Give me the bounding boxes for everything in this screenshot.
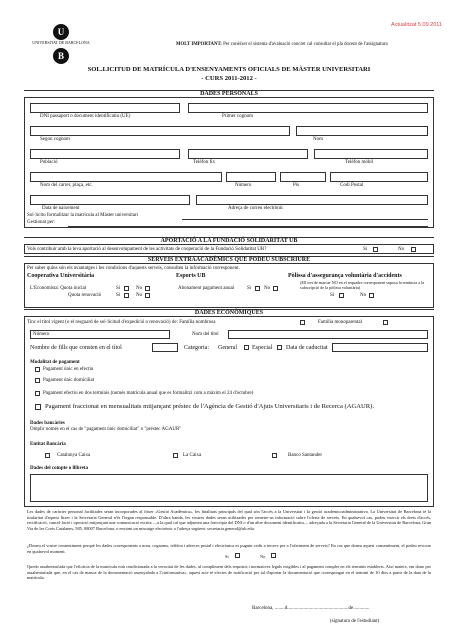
economist-yes-label: Si: [116, 286, 121, 291]
economist-no-checkbox[interactable]: [145, 286, 150, 291]
signature-label: (signatura de l'estudiant): [330, 619, 380, 624]
first-surname-label: Primer cognom: [222, 114, 253, 119]
solidarity-no-checkbox[interactable]: [411, 247, 416, 252]
mobile-field[interactable]: [314, 149, 428, 159]
city-field[interactable]: [30, 149, 180, 159]
email-field[interactable]: [196, 195, 428, 205]
pay-cash-checkbox[interactable]: [35, 367, 40, 372]
mobile-label: Telèfon mòbil: [345, 160, 374, 165]
renewal-no-label: No: [136, 293, 143, 298]
city-label: Població: [40, 160, 58, 165]
privacy-text: Les dades de caràcter personal facilitades seran incorporades al fitxer «Gestió Acadèmica», les finalitats principals del qual són l'accés a la Universitat i la gestió academicoadministrativa. La Universitat de Barcelona té la titularitat d'aquest fitxer i la Secretaria General n'és l'òrgan responsable. D'altra banda, les vostres dades seran utilitzades per remetre-us informació sobre l'oferta de serveis. En qualsevol cas, podeu exercir els drets d'accés, rectificació, cancel·lació i oposició mitjançant una comunicació escrita —a la qual cal que adjunteu una fotocòpia del DNI o d'un altre document identificatiu— adreçada a la Secretaria General de la Universitat de Barcelona, Gran Via de les Corts Catalanes, 585, 08007 Barcelona, o enviant un missatge electrònic a l'adreça següent: secretaria.general@ub.edu.: [27, 509, 431, 531]
pay-cash-label: Pagament únic en efectiu: [43, 367, 94, 372]
bank1-label: Catalunya Caixa: [57, 453, 91, 458]
bank2-label: La Caixa: [183, 453, 202, 458]
pay-direct-label: Pagament únic domiciliat: [43, 378, 95, 383]
logo-text: UNIVERSITAT DE BARCELONA: [32, 40, 90, 45]
solidarity-no-label: No: [398, 247, 405, 252]
large-family-checkbox[interactable]: [300, 320, 305, 325]
bank3-checkbox[interactable]: [272, 453, 277, 458]
sports-yes-checkbox[interactable]: [255, 286, 260, 291]
important-note: MOLT IMPORTANT: Per conèixer el sistema d'avaluació concret cal consultar el pla docent de l'assignatura: [176, 42, 388, 47]
floor-field[interactable]: [280, 172, 326, 182]
master-field[interactable]: [182, 219, 428, 220]
economist-yes-checkbox[interactable]: [124, 286, 129, 291]
consent-yes-checkbox[interactable]: [235, 553, 240, 558]
single-parent-label: Família monoparental: [318, 320, 363, 325]
personal-heading: DADES PERSONALS: [24, 90, 434, 98]
commitment-text: Quedo assabentat/ada que l'eficàcia de la matrícula està condicionada a la veracitat de les dades, al compliment dels requisits i normatives legals exigibles i al pagament complet en els terminis establerts. Així mateix, em dono per assabentat/ada que, en el cas de manca de la documentació assenyalada a l'«informativa», aquest acte té efectes de notificació per tal d'aportar la documentació que correspongui en el termini de 10 dies a partir de la data de la matrícula.: [27, 564, 431, 581]
single-parent-checkbox[interactable]: [383, 320, 388, 325]
form-title: SOL.LICITUD DE MATRÍCULA D'ENSENYAMENTS OFICIALS DE MÀSTER UNIVERSITARI: [87, 66, 371, 73]
sports-option-label: Abonament pagament anual: [178, 286, 235, 291]
pay-direct-checkbox[interactable]: [35, 378, 40, 383]
renewal-yes-label: Si: [116, 293, 121, 298]
update-note: Actualitzat 5.09.2011: [391, 22, 442, 28]
logo-top-circle: U: [53, 24, 69, 40]
managed-label: Gestionat per:: [27, 220, 56, 225]
postal-label: Codi Postal: [340, 183, 364, 188]
consent-no-checkbox[interactable]: [271, 553, 276, 558]
form-year: - CURS 2011-2012 -: [201, 75, 257, 82]
street-number-field[interactable]: [226, 172, 276, 182]
special-label: Especial: [252, 345, 273, 351]
bank-note: Omplir només en el cas de "pagament únic domiciliat" o "préstec AGAUR": [30, 427, 182, 432]
economic-heading: DADES ECONÒMIQUES: [24, 309, 434, 317]
renewal-no-checkbox[interactable]: [145, 293, 150, 298]
sports-yes-label: Si: [247, 286, 252, 291]
economist-label: L'Economista: Quota inicial: [30, 286, 87, 291]
street-field[interactable]: [30, 172, 222, 182]
family-number-label: Número: [33, 332, 50, 337]
first-surname-field[interactable]: [188, 103, 428, 113]
street-label: Nom del carrer, plaça, etc.: [40, 183, 93, 188]
email-label: Adreça de correu electrònic: [228, 206, 284, 211]
birth-label: Data de naixement: [42, 206, 80, 211]
insurance-title: Pòlissa d'assegurança voluntària d'accidents: [288, 273, 402, 279]
expiry-field[interactable]: [332, 343, 428, 352]
floor-label: Pis: [293, 183, 300, 188]
services-intro: Per saber quins són els avantatges i les condicions d'aquests serveis, consulteu la informació corresponent.: [27, 266, 240, 271]
street-number-label: Número: [235, 183, 252, 188]
insurance-yes-label: Si: [330, 293, 335, 298]
general-label: General: [218, 345, 237, 351]
pay-two-terms-label: Pagament efectiu en dos terminis (només matrícula anual que es formalitzi com a màxim el 24 d'octubre): [43, 391, 254, 396]
request-label: Sol·licito formalitzar la matrícula al Màster universitari: [27, 213, 139, 218]
phone-label: Telèfon fix: [193, 160, 216, 165]
insurance-note: (Ell tret de marcar NO en el requadre corresponent suposa la renúncia a la subscripció de la pòlissa voluntària): [300, 280, 425, 290]
sports-title: Esports UB: [176, 273, 206, 279]
consent-no-label: No: [260, 554, 266, 559]
bank3-label: Banco Santander: [288, 453, 323, 458]
title-name-label: Nom del títol: [192, 332, 219, 337]
special-checkbox[interactable]: [277, 345, 282, 350]
account-field[interactable]: [30, 474, 428, 502]
title-name-field[interactable]: [228, 330, 428, 339]
account-label: Dades del compte o llibreta: [30, 466, 88, 471]
insurance-yes-checkbox[interactable]: [339, 293, 344, 298]
pay-two-terms-checkbox[interactable]: [35, 391, 40, 396]
birth-field[interactable]: [30, 195, 190, 205]
second-surname-label: Segon cognom: [40, 137, 70, 142]
insurance-no-label: No: [360, 293, 367, 298]
solidarity-question: Vols contribuir amb la teva aportació al desenvolupament de les activitats de cooperació de la Fundació Solidaritat UB?: [27, 247, 267, 252]
category-label: Categoria:: [184, 345, 209, 351]
name-field[interactable]: [296, 126, 428, 136]
name-label: Nom: [313, 137, 323, 142]
bank1-checkbox[interactable]: [45, 453, 50, 458]
services-heading: SERVEIS EXTRAACADÈMICS QUE PODEU SUBSCRIURE: [24, 256, 434, 264]
signature-line: Barcelona, ........d.................................................de.............: [252, 606, 370, 611]
bank2-checkbox[interactable]: [173, 453, 178, 458]
logo-bottom-circle: B: [53, 48, 69, 64]
solidarity-yes-checkbox[interactable]: [373, 247, 378, 252]
general-checkbox[interactable]: [244, 345, 249, 350]
sports-no-checkbox[interactable]: [273, 286, 278, 291]
dni-field[interactable]: [30, 103, 180, 113]
family-question: Tinc el títol vigent (o el resguard de sol·licitud d'expedició o renovació) de: Família nombrosa: [27, 320, 216, 325]
family-number-field[interactable]: [30, 330, 170, 339]
coop-title: Cooperativa Universitària: [27, 273, 95, 279]
renewal-yes-checkbox[interactable]: [124, 293, 129, 298]
expiry-label: Data de caducitat: [286, 345, 328, 351]
managed-field[interactable]: [68, 226, 428, 227]
sports-no-label: No: [264, 286, 271, 291]
children-label: Nombre de fills que consten en el títol: [30, 345, 122, 351]
pay-agaur-label: Pagament fraccionat en mensualitats mitjançant préstec de l'Agència de Gestió d'Ajuts Universitaris i de Recerca (AGAUR).: [45, 403, 375, 410]
bank-entity-label: Entitat Bancària: [30, 442, 66, 447]
insurance-no-checkbox[interactable]: [369, 293, 374, 298]
payment-mode-label: Modalitat de pagament: [30, 360, 80, 365]
bank-data-label: Dades bancàries: [30, 421, 65, 426]
postal-field[interactable]: [330, 172, 428, 182]
consent-yes-label: Si: [225, 554, 229, 559]
economist-no-label: No: [136, 286, 143, 291]
consent-question: ¿Doneu el vostre consentiment perquè les dades corresponents a nom, cognoms, telèfon i adreces postal i electrònica es puguin cedir a tercers per a l'oferiment de serveis? En cas que doneu aquest consentiment, el podeu revocar en qualsevol moment.: [27, 543, 431, 554]
children-field[interactable]: [152, 343, 178, 352]
phone-field[interactable]: [188, 149, 308, 159]
solidarity-heading: APORTACIÓ A LA FUNDACIÓ SOLIDARITAT UB: [24, 237, 434, 245]
renewal-label: Quota renovació: [68, 293, 102, 298]
pay-agaur-checkbox[interactable]: [35, 404, 41, 410]
university-logo: [32, 24, 90, 70]
second-surname-field[interactable]: [30, 126, 290, 136]
solidarity-yes-label: Si: [363, 247, 368, 252]
dni-label: DNI passaport o document identificatiu (UE): [40, 114, 131, 119]
